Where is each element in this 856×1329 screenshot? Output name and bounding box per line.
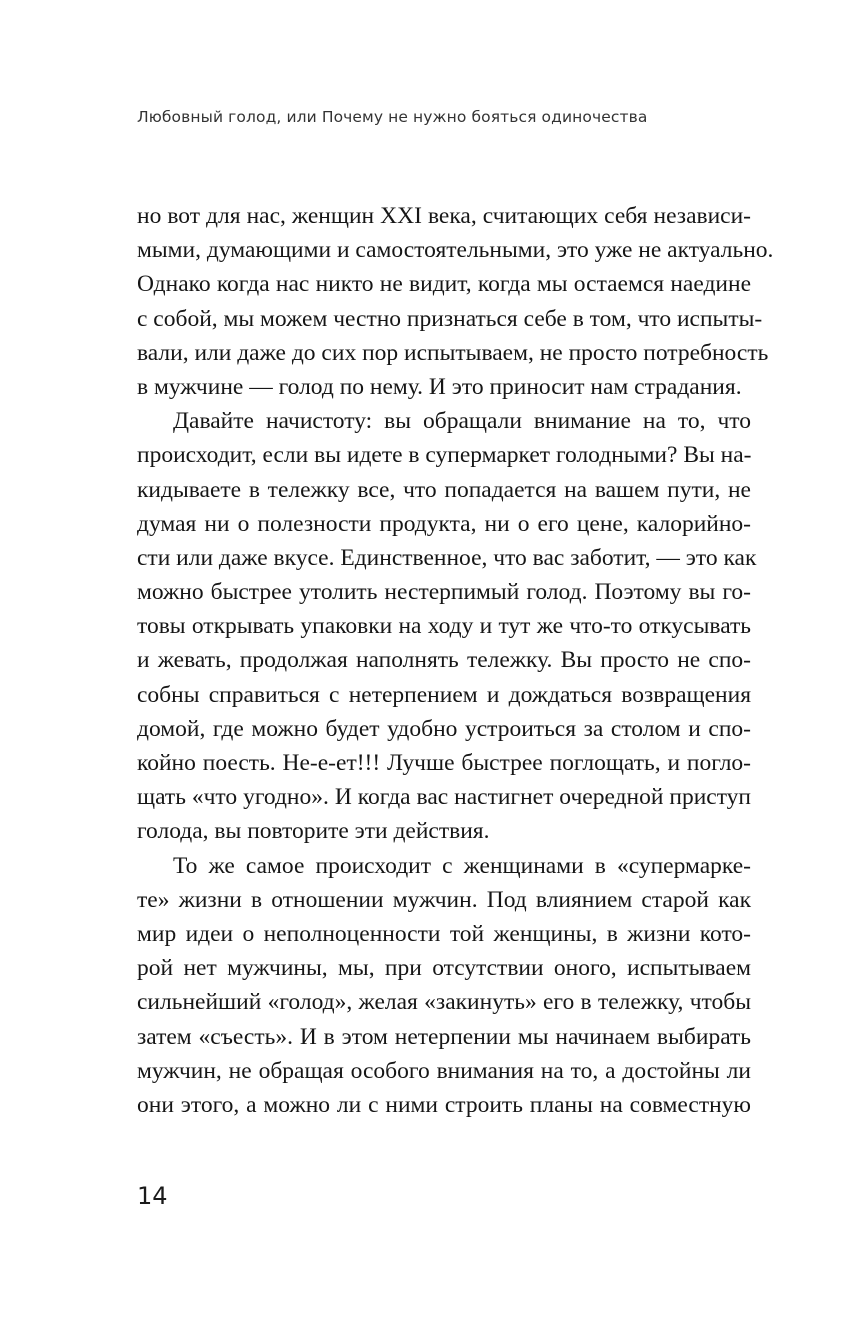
- text-line: рой нет мужчины, мы, при отсутствии оного, испытываем: [137, 955, 751, 982]
- body-text: [137, 199, 774, 1122]
- text-line: То же самое происходит с женщинами в «супермарке-: [173, 852, 751, 879]
- text-line: те» жизни в отношении мужчин. Под влиянием старой как: [137, 886, 751, 913]
- text-line: товы открывать упаковки на ходу и тут же что-то откусывать: [137, 613, 751, 640]
- text-line: голода, вы повторите эти действия.: [137, 818, 490, 845]
- page-number: 14: [137, 1182, 168, 1210]
- text-line: Давайте начистоту: вы обращали внимание на то, что: [173, 408, 751, 435]
- text-line: думая ни о полезности продукта, ни о его цене, калорийно-: [137, 510, 751, 537]
- text-line: с собой, мы можем честно признаться себе в том, что испыты-: [137, 305, 763, 332]
- running-header: Любовный голод, или Почему не нужно бояться одиночества: [137, 108, 648, 126]
- text-line: собны справиться с нетерпением и дождаться возвращения: [137, 681, 751, 708]
- text-line: затем «съесть». И в этом нетерпении мы начинаем выбирать: [137, 1023, 751, 1050]
- text-line: они этого, а можно ли с ними строить планы на совместную: [137, 1091, 751, 1118]
- text-line: происходит, если вы идете в супермаркет голодными? Вы на-: [137, 442, 752, 469]
- text-line: вали, или даже до сих пор испытываем, не просто потребность: [137, 339, 769, 366]
- text-line: мужчин, не обращая особого внимания на то, а достойны ли: [137, 1057, 751, 1084]
- text-line: в мужчине — голод по нему. И это приносит нам страдания.: [137, 373, 742, 400]
- text-line: мыми, думающими и самостоятельными, это уже не актуально.: [137, 237, 774, 264]
- text-line: мир идеи о неполноценности той женщины, в жизни кото-: [137, 920, 751, 947]
- text-line: сильнейший «голод», желая «закинуть» его в тележку, чтобы: [137, 989, 751, 1016]
- text-line: домой, где можно будет удобно устроиться за столом и спо-: [137, 715, 751, 742]
- text-line: и жевать, продолжая наполнять тележку. Вы просто не спо-: [137, 647, 751, 674]
- text-line: можно быстрее утолить нестерпимый голод. Поэтому вы го-: [137, 579, 751, 606]
- text-line: щать «что угодно». И когда вас настигнет очередной приступ: [137, 784, 751, 811]
- text-line: койно поесть. Не-е-ет!!! Лучше быстрее поглощать, и погло-: [137, 750, 751, 776]
- text-line: но вот для нас, женщин XXI века, считающих себя независи-: [137, 203, 751, 229]
- text-line: кидываете в тележку все, что попадается на вашем пути, не: [137, 476, 751, 503]
- text-line: Однако когда нас никто не видит, когда мы остаемся наедине: [137, 271, 751, 298]
- text-line: сти или даже вкусе. Единственное, что вас заботит, — это как: [137, 544, 757, 571]
